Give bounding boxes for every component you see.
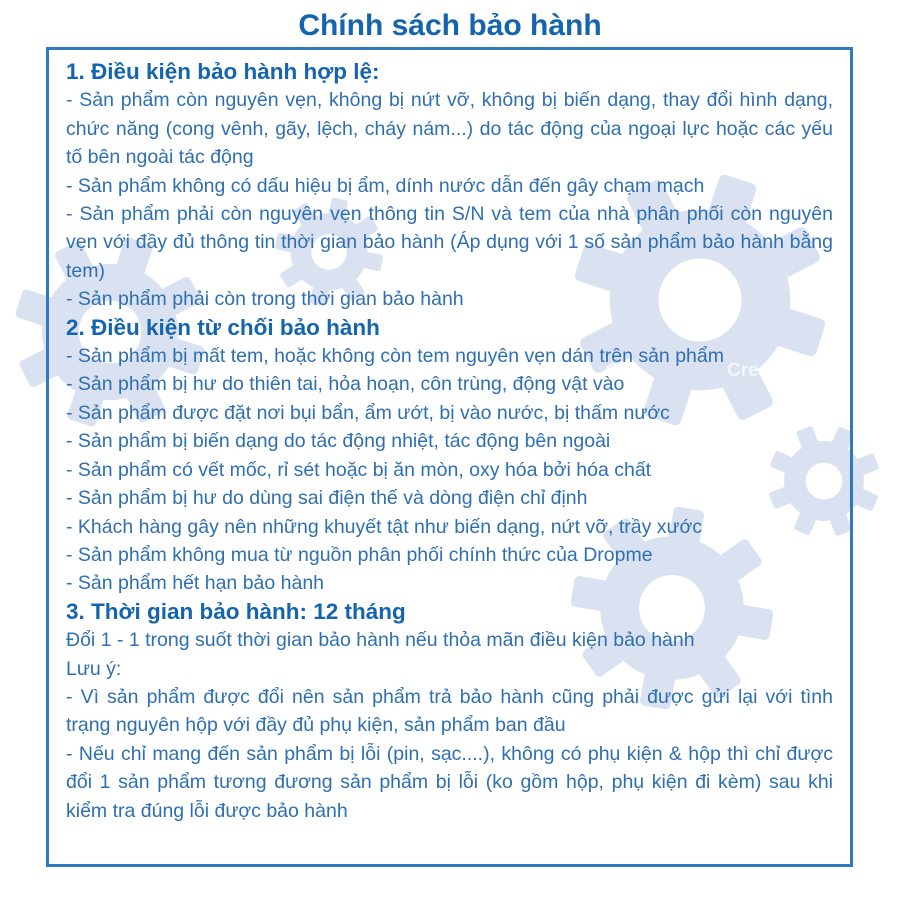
policy-line: - Sản phẩm còn nguyên vẹn, không bị nứt vỡ, không bị biến dạng, thay đổi hình dạng, chức năng (cong vênh, gãy, lệch, cháy nám...) do tác động của ngoại lực hoặc các yếu tố bên ngoài tác động bbox=[66, 89, 833, 169]
policy-line: - Sản phẩm bị hư do dùng sai điện thế và dòng điện chỉ định bbox=[66, 487, 588, 510]
section-1-heading: 1. Điều kiện bảo hành hợp lệ: bbox=[66, 59, 380, 84]
policy-line: - Sản phẩm được đặt nơi bụi bẩn, ẩm ướt, bị vào nước, bị thấm nước bbox=[66, 401, 670, 424]
policy-line: Đổi 1 - 1 trong suốt thời gian bảo hành nếu thỏa mãn điều kiện bảo hành bbox=[66, 629, 695, 652]
section-3-heading: 3. Thời gian bảo hành: 12 tháng bbox=[66, 598, 406, 624]
policy-line: - Khách hàng gây nên những khuyết tật như biến dạng, nứt vỡ, trầy xước bbox=[66, 515, 703, 538]
policy-line: - Sản phẩm có vết mốc, rỉ sét hoặc bị ăn mòn, oxy hóa bởi hóa chất bbox=[66, 458, 652, 481]
policy-line: Lưu ý: bbox=[66, 657, 122, 680]
policy-line: - Sản phẩm hết hạn bảo hành bbox=[66, 572, 325, 595]
warranty-policy-box bbox=[46, 47, 853, 867]
policy-line: - Sản phẩm phải còn trong thời gian bảo hành bbox=[66, 288, 464, 311]
policy-line: - Sản phẩm không mua từ nguồn phân phối chính thức của Dropme bbox=[66, 543, 653, 566]
section-2-heading: 2. Điều kiện từ chối bảo hành bbox=[66, 314, 380, 340]
policy-line: - Sản phẩm bị biến dạng do tác động nhiệt, tác động bên ngoài bbox=[66, 430, 611, 453]
policy-line: - Sản phẩm không có dấu hiệu bị ẩm, dính nước dẫn đến gây chạm mạch bbox=[66, 174, 705, 197]
policy-line: - Sản phẩm phải còn nguyên vẹn thông tin S/N và tem của nhà phân phối còn nguyên vẹn với đầy đủ thông tin thời gian bảo hành (Áp dụng với 1 số sản phẩm bảo hành bằng tem) bbox=[66, 203, 833, 282]
policy-line: - Vì sản phẩm được đổi nên sản phẩm trả bảo hành cũng phải được gửi lại với tình trạng nguyên hộp với đầy đủ phụ kiện, sản phẩm ban đầu bbox=[66, 685, 833, 737]
policy-line: - Nếu chỉ mang đến sản phẩm bị lỗi (pin, sạc....), không có phụ kiện & hộp thì chỉ được đổi 1 sản phẩm tương đương sản phẩm bị lỗi (ko gồm hộp, phụ kiện đi kèm) sau khi kiểm tra đúng lỗi được bảo hành bbox=[66, 742, 833, 822]
watermark-text: Creati bbox=[727, 360, 781, 381]
policy-line: - Sản phẩm bị mất tem, hoặc không còn tem nguyên vẹn dán trên sản phẩm bbox=[66, 345, 724, 368]
page-title: Chính sách bảo hành bbox=[298, 9, 602, 42]
policy-line: - Sản phẩm bị hư do thiên tai, hỏa hoạn, côn trùng, động vật vào bbox=[66, 373, 625, 396]
